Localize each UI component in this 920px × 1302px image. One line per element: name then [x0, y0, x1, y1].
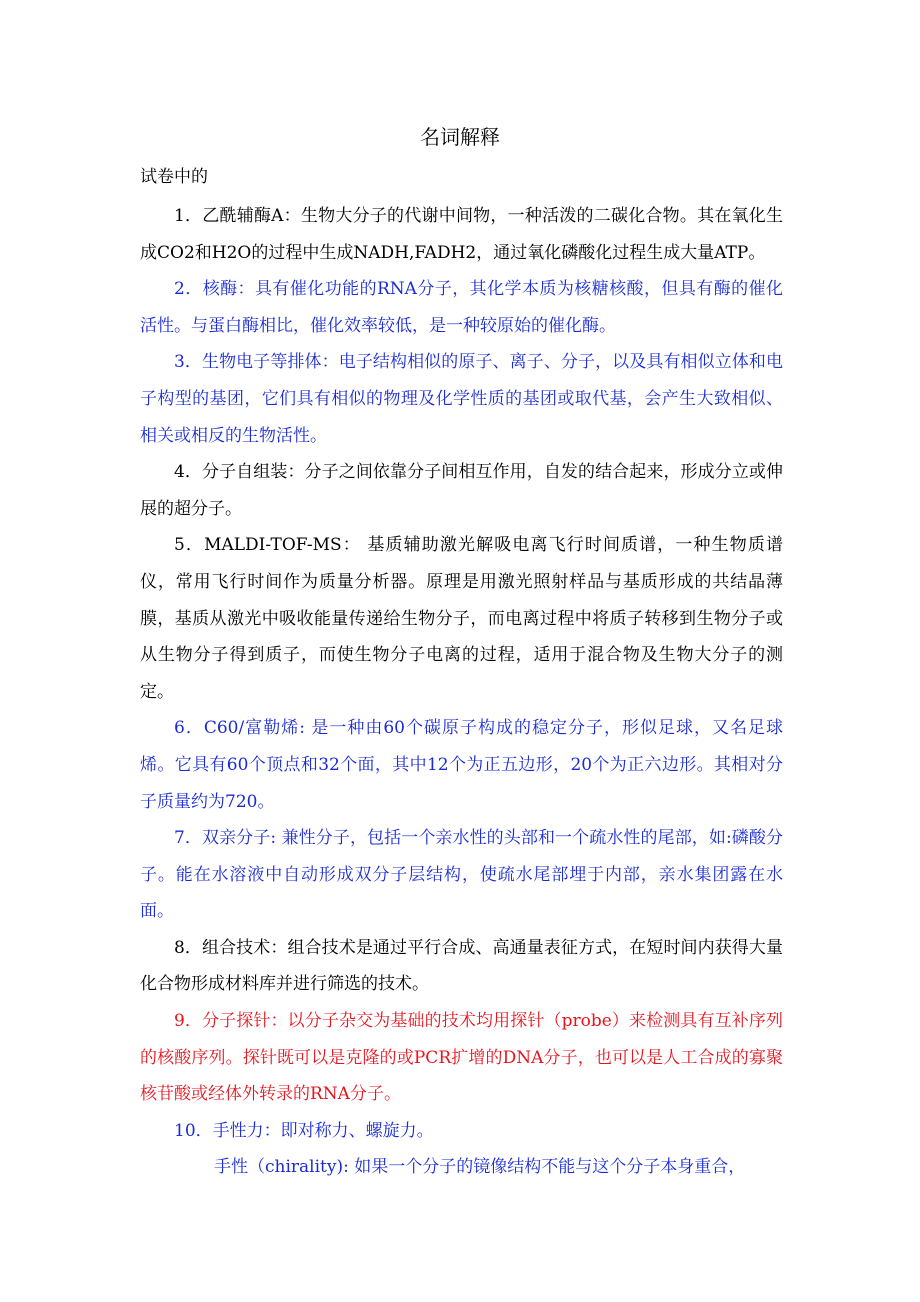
item-number: 4． [174, 462, 202, 483]
definitions-list [140, 198, 783, 1186]
item-term: MALDI-TOF-MS： [204, 535, 361, 556]
item-definition: 是一种由60个碳原子构成的稳定分子，形似足球，又名足球烯。它具有60个顶点和32个面，其中12个为正五边形，20个为正六边形。其相对分子质量约为720。 [140, 718, 783, 812]
item-term: 双亲分子: [202, 828, 277, 849]
item-term: 分子自组装： [202, 462, 305, 483]
item-term: 组合技术： [202, 937, 288, 958]
list-item-amphiphile [140, 820, 783, 930]
item-term: 生物电子等排体： [202, 352, 339, 373]
list-item-bioisostere [140, 344, 783, 454]
item-term: C60/富勒烯: [203, 718, 305, 739]
item-definition: 基质辅助激光解吸电离飞行时间质谱，一种生物质谱仪，常用飞行时间作为质量分析器。原理是用激光照射样品与基质形成的共结晶薄膜，基质从激光中吸收能量传递给生物分子，而电离过程中将质子转移到生物分子或从生物分子得到质子，而使生物分子电离的过程，适用于混合物及生物大分子的测定。 [140, 535, 784, 702]
item-number: 10． [174, 1120, 213, 1141]
list-item-self-assembly [140, 454, 783, 527]
list-item-acetyl-coa [140, 198, 783, 271]
item-definition: 分子之间依靠分子间相互作用，自发的结合起来，形成分立或伸展的超分子。 [140, 462, 783, 519]
item-definition: 以分子杂交为基础的技术均用探针（probe）来检测具有互补序列的核酸序列。探针既可以是克隆的或PCR扩增的DNA分子，也可以是人工合成的寡聚核苷酸或经体外转录的RNA分子。 [140, 1011, 783, 1105]
list-item-molecular-probe [140, 1003, 783, 1113]
item-number: 9． [174, 1011, 203, 1032]
item-term: 核酶： [202, 279, 255, 300]
list-item-combinatorial [140, 930, 783, 1003]
item-number: 7． [174, 828, 202, 849]
item-definition: 电子结构相似的原子、离子、分子，以及具有相似立体和电子构型的基团，它们具有相似的物理及化学性质的基团或取代基，会产生大致相似、相关或相反的生物活性。 [140, 352, 783, 446]
page-title: 名词解释 [420, 125, 500, 149]
item-term: 分子探针： [202, 1011, 288, 1032]
item-definition: 即对称力、螺旋力。 [280, 1120, 434, 1141]
item-number: 1． [174, 206, 203, 226]
item-number: 2． [174, 279, 203, 300]
item-definition: 兼性分子，包括一个亲水性的头部和一个疏水性的尾部，如:磷酸分子。能在水溶液中自动形成双分子层结构，使疏水尾部埋于内部，亲水集团露在水面。 [140, 828, 783, 922]
list-item-fullerene [140, 710, 783, 820]
chirality-line: 手性（chirality): 如果一个分子的镜像结构不能与这个分子本身重合， [214, 1157, 746, 1178]
list-item-chiral-force [140, 1113, 783, 1150]
item-number: 8． [174, 937, 202, 958]
item-term: 乙酰辅酶A： [202, 206, 301, 226]
item-definition: 具有催化功能的RNA分子，其化学本质为核糖核酸，但具有酶的催化活性。与蛋白酶相比，催化效率较低，是一种较原始的催化酶。 [140, 279, 783, 336]
list-item-ribozyme [140, 271, 783, 344]
item-definition: 生物大分子的代谢中间物，一种活泼的二碳化合物。其在氧化生成CO2和H2O的过程中生成NADH,FADH2，通过氧化磷酸化过程生成大量ATP。 [140, 206, 784, 263]
item-number: 5． [174, 535, 205, 556]
list-item-maldi-tof-ms [140, 527, 783, 710]
item-term: 手性力： [212, 1120, 281, 1141]
item-number: 6． [174, 718, 204, 739]
intro-text: 试卷中的 [140, 167, 208, 187]
item-number: 3． [174, 352, 202, 373]
item-definition: 组合技术是通过平行合成、高通量表征方式，在短时间内获得大量化合物形成材料库并进行筛选的技术。 [140, 937, 783, 995]
